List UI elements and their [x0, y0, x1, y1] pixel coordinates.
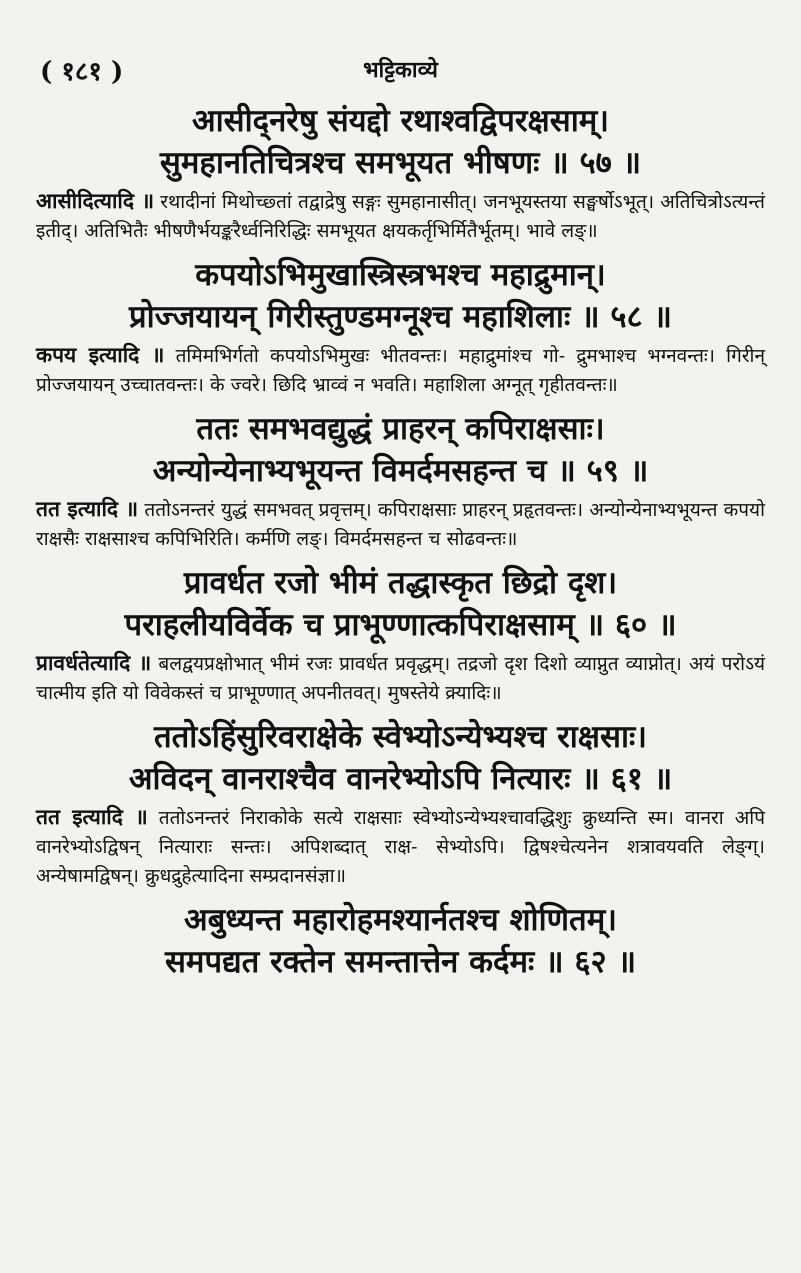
page-number: ( १८१ ) — [40, 57, 124, 87]
verse-line: ततोऽहिंसुरिवराक्षेके स्वेभ्योऽन्येभ्यश्च राक्षसाः। — [153, 719, 648, 755]
commentary-text: तमिमभिर्गतो कपयोऽभिमुखः भीतवन्तः। महाद्रुमांश्च गो- द्रुमभाश्च भग्नवन्तः। गिरीन् प्रोज्जयायन् उच्चातवन्तः। के ज्वरे। छिदि भ्राव्वं न भवति। महाशिला अग्नूत् गृहीतवन्तः॥ — [36, 345, 766, 396]
commentary-lead: तत इत्यादि ॥ — [36, 804, 148, 829]
section-59 — [36, 408, 765, 554]
section-57 — [36, 100, 765, 246]
section-60 — [36, 562, 765, 708]
commentary-text: रथादीनां मिथोच्छ्तां तद्वाद्रेषु सङ्गः सुमहानासीत्। जनभूयस्तया सङ्घर्षोऽभूत्। अतिचित्रोऽत्यन्तं इतीद्। अतिभितैः भीषणैर्भयङ्करैर्ध्वनिरिद्धिः समभूयत क्षयकर्तृभिर्मितैर्भूतम्। भावे लङ्॥ — [36, 191, 765, 242]
section-58 — [36, 254, 765, 400]
commentary — [36, 802, 765, 891]
verse-line: प्रावर्धत रजो भीमं तद्धास्कृत छिद्रो दृश। — [183, 565, 618, 601]
commentary — [36, 494, 765, 554]
page-header — [40, 52, 761, 86]
verse-line: अन्योन्येनाभ्यभूयन्त विमर्दमसहन्त च ॥ ५९ ॥ — [152, 453, 649, 489]
commentary — [36, 340, 765, 400]
verse-line: प्रोज्जयायन् गिरीस्तुण्डमग्नूश्च महाशिलाः ॥ ५८ ॥ — [129, 299, 672, 335]
section-62 — [36, 899, 765, 983]
verse-line: कपयोऽभिमुखास्त्रिस्त्रभश्च महाद्रुमान्। — [195, 257, 606, 293]
commentary — [36, 648, 765, 708]
page-content — [36, 100, 765, 989]
commentary-lead: तत इत्यादि ॥ — [36, 496, 139, 521]
verse-line: अविदन् वानराश्चैव वानरेभ्योऽपि नित्यारः ॥ ६१ ॥ — [128, 761, 673, 797]
commentary-lead: प्रावर्धतेत्यादि ॥ — [36, 650, 152, 675]
commentary-lead: आसीदित्यादि ॥ — [36, 188, 155, 213]
verse-line: ततः समभवद्युद्धं प्राहरन् कपिराक्षसाः। — [196, 411, 605, 447]
running-title: भट्टिकाव्ये — [363, 57, 438, 83]
section-61 — [36, 716, 765, 891]
commentary-text: बलद्वयप्रक्षोभात् भीमं रजः प्रावर्धत प्रवृद्धम्। तद्रजो दृश दिशो व्याप्नुत व्याप्नोत्। अयं परोऽयं चात्मीय इति यो विवेकस्तं च प्राभूण्णात् अपनीतवत्। मुषस्तेये क्र्यादिः॥ — [36, 653, 765, 704]
verse-line: पराहलीयविर्वेक च प्राभूण्णात्कपिराक्षसाम् ॥ ६० ॥ — [124, 607, 677, 643]
commentary — [36, 186, 765, 246]
commentary-text: ततोऽनन्तरं निराकोके सत्ये राक्षसाः स्वेभ्योऽन्येभ्यश्चावद्धिशुः क्रुध्यन्ति स्म। वानरा अपि वानरेभ्योऽद्विषन् नित्याराः सन्तः। अपिशब्दात् राक्ष- सेभ्योऽपि। द्विषश्चेत्यनेन शत्रावयवति लेङ्ग्। अन्येषामद्विषन्। क्रुधद्रुहेत्यादिना सम्प्रदानसंज्ञा॥ — [36, 807, 765, 887]
verse-line: सुमहानतिचित्रश्च समभूयत भीषणः ॥ ५७ ॥ — [159, 145, 642, 181]
verse-line: आसीद्नरेषु संयद्दो रथाश्वद्विपरक्षसाम्। — [191, 103, 610, 139]
commentary-text: ततोऽनन्तरं युद्धं समभवत् प्रवृत्तम्। कपिराक्षसाः प्राहरन् प्रहृतवन्तः। अन्योन्येनाभ्यभूयन्त कपयो राक्षसैः राक्षसाश्च कपिभिरिति। कर्मणि लङ्। विमर्दमसहन्त च सोढवन्तः॥ — [36, 499, 765, 550]
verse-line: समपद्यत रक्तेन समन्तात्तेन कर्दमः ॥ ६२ ॥ — [164, 944, 637, 980]
verse-line: अबुध्यन्त महारोहमश्यार्नतश्च शोणितम्। — [184, 902, 617, 938]
commentary-lead: कपय इत्यादि ॥ — [36, 342, 165, 367]
